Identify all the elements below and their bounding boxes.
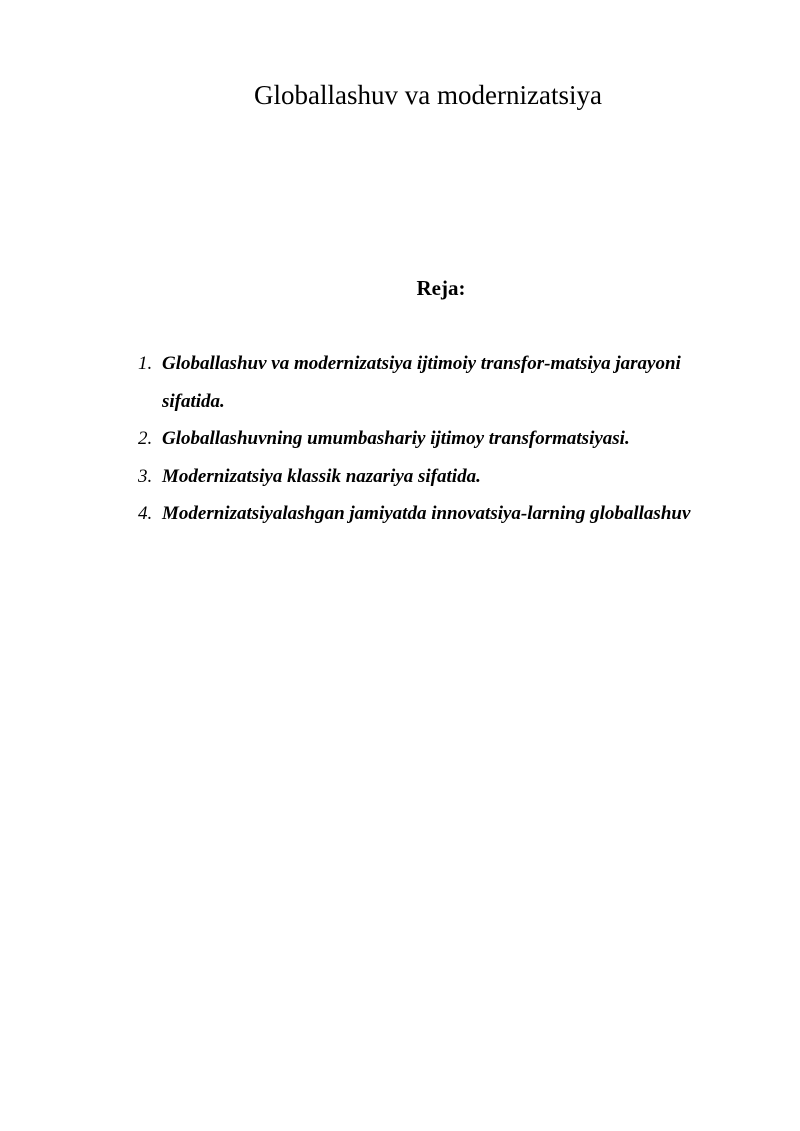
plan-heading: Reja: (416, 276, 466, 300)
plan-item-text: Globallashuv va modernizatsiya ijtimoiy transfor-matsiya jarayoni sifatida. (162, 353, 681, 412)
plan-item-2 (138, 420, 738, 458)
plan-item-number: 2. (138, 428, 153, 449)
document-title: Globallashuv va modernizatsiya (254, 80, 602, 110)
plan-item-1 (138, 345, 738, 420)
plan-item-number: 4. (138, 503, 153, 524)
plan-item-text: Modernizatsiya klassik nazariya sifatida. (162, 465, 481, 487)
plan-item-text: Modernizatsiyalashgan jamiyatda innovatsiya-larning globallashuv (162, 503, 691, 524)
plan-item-4 (138, 495, 738, 533)
plan-list (138, 345, 738, 533)
plan-item-number: 1. (138, 353, 153, 374)
plan-item-number: 3. (138, 465, 153, 487)
plan-item-3 (138, 458, 738, 496)
plan-item-text: Globallashuvning umumbashariy ijtimoy transformatsiyasi. (162, 428, 630, 449)
